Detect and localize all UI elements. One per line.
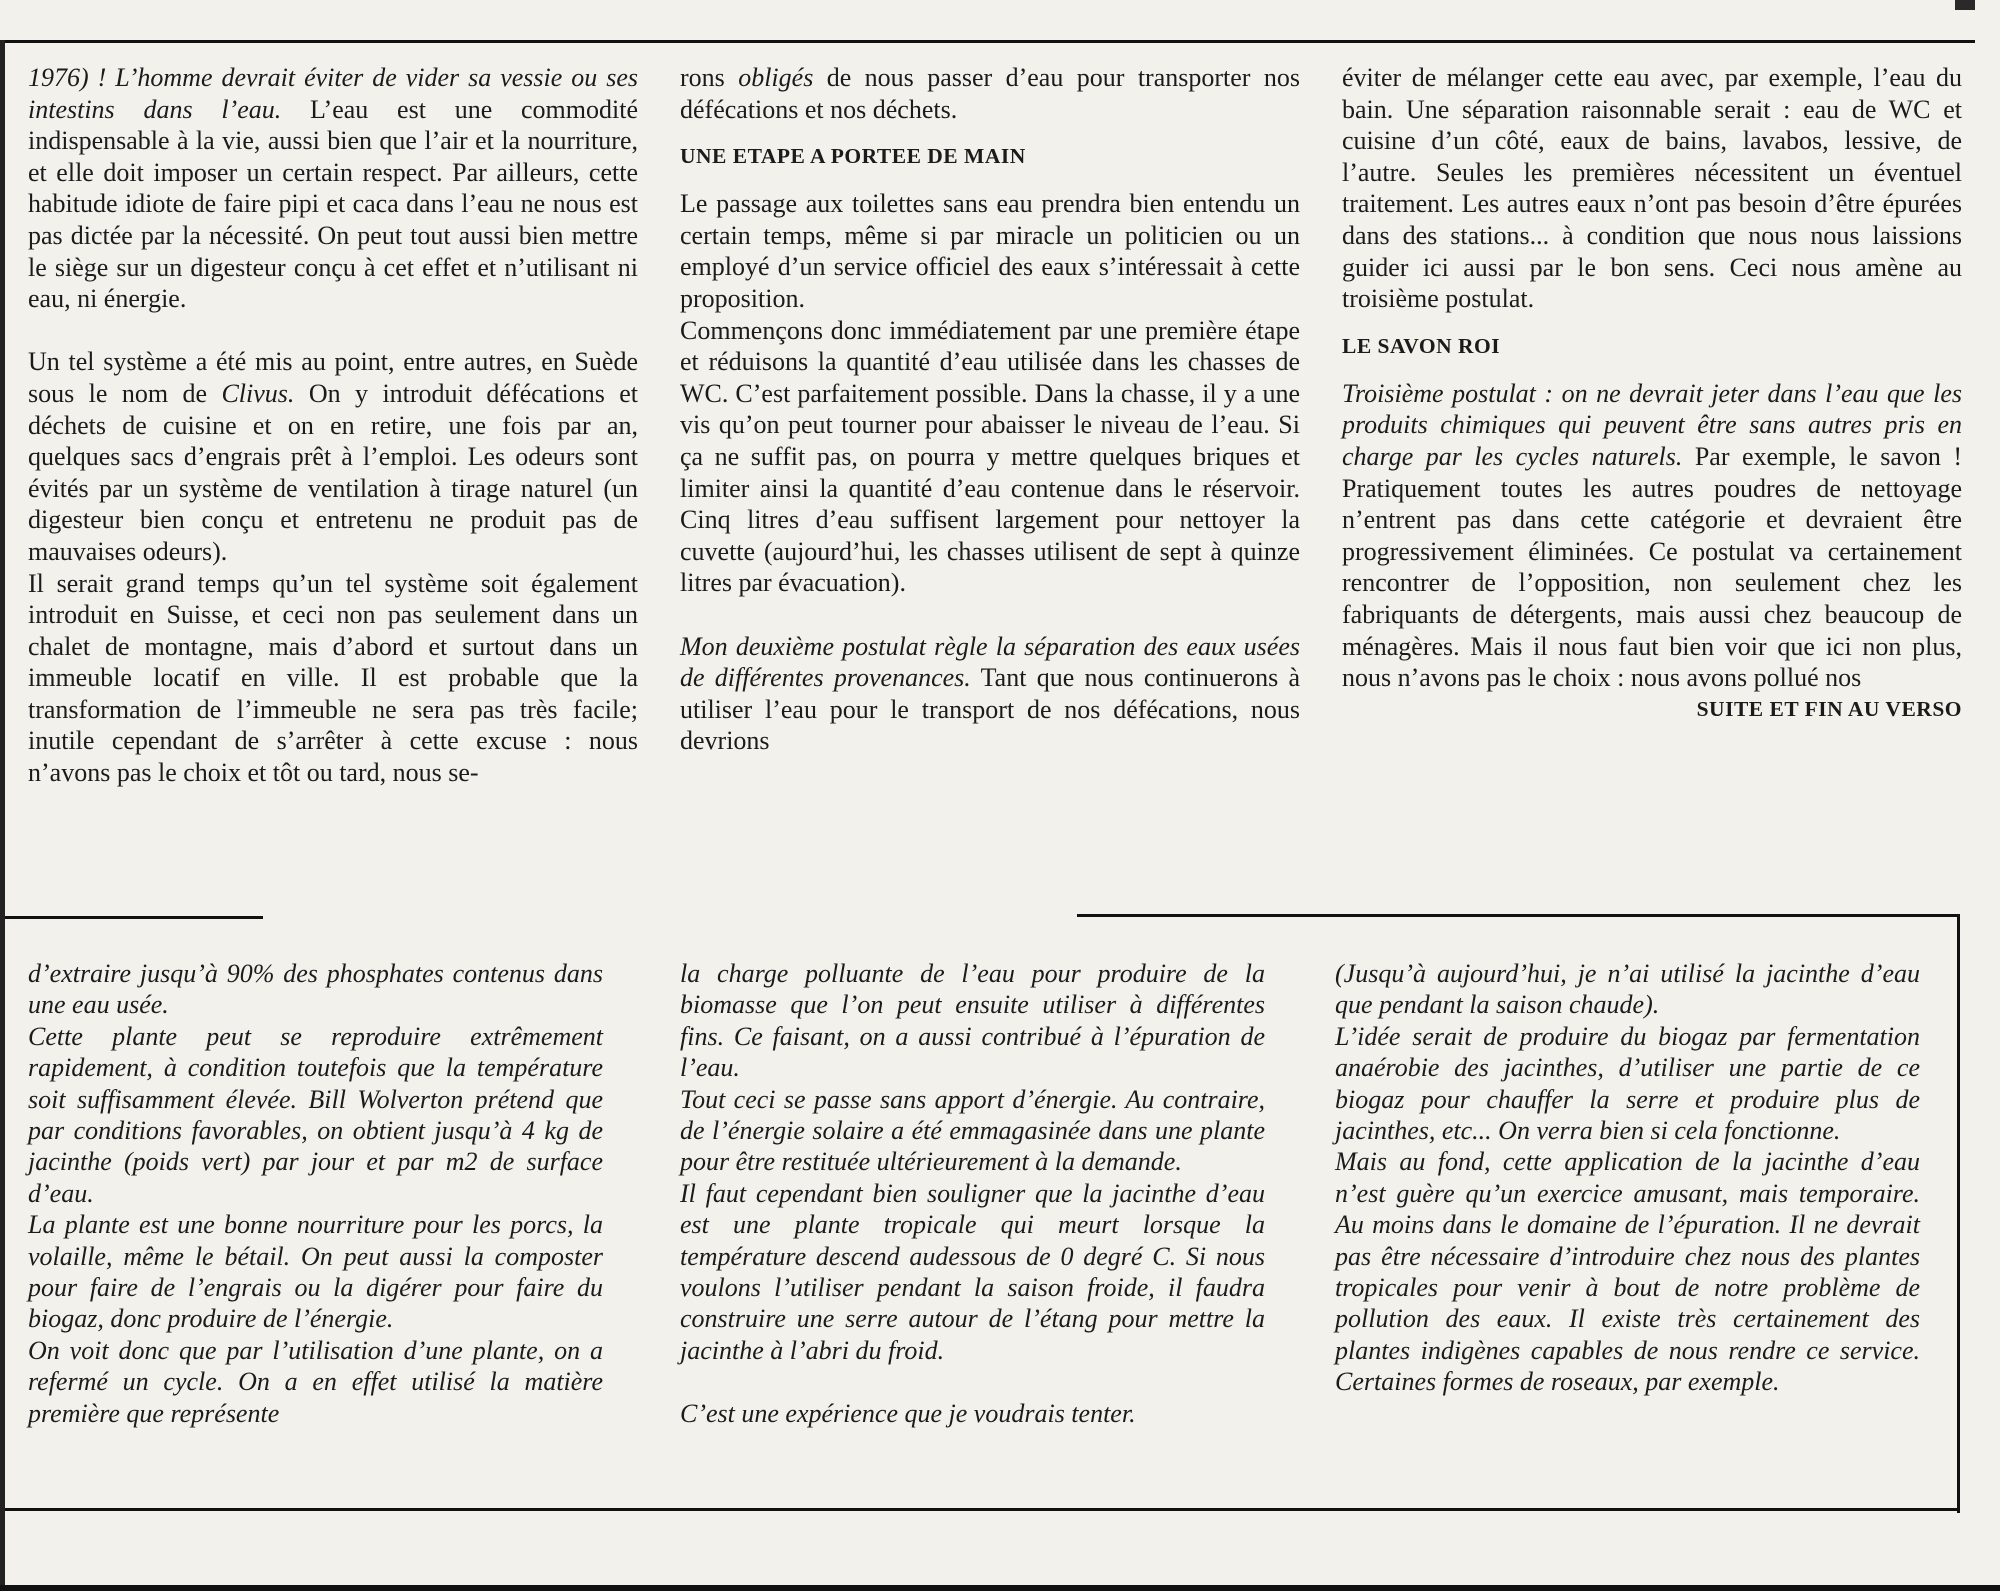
paragraph: [28, 62, 638, 315]
bottom-rule: [5, 1508, 1960, 1511]
paragraph: Mais au fond, cette application de la jacinthe d’eau n’est guère qu’un exercice amusant, mais temporaire. Au moins dans le domaine de l’épuration. Il ne devrait pas être nécessaire d’introduire chez nous des plantes tropicales pour venir à bout de notre problème de pollution des eaux. Il existe très certainement des plantes indigènes capables de nous rendre ce service. Certaines formes de roseaux, par exemple.: [1335, 1147, 1920, 1397]
section-heading: LE SAVON ROI: [1342, 333, 1501, 358]
section-heading: UNE ETAPE A PORTEE DE MAIN: [680, 144, 1026, 169]
paragraph: éviter de mélanger cette eau avec, par exemple, l’eau du bain. Une séparation raisonnable serait : eau de WC et cuisine d’un côté, eaux de bains, lavabos, lessive, de l’autre. Seules les premières nécessitent un éventuel traitement. Les autres eaux n’ont pas besoin d’être épurées dans des stations... à condition que nous nous laissions guider ici aussi par le bon sens. Ceci nous amène au troisième postulat.: [1342, 63, 1962, 314]
text: Par exemple, le savon ! Pratiquement toutes les autres poudres de nettoyage n’entrent pas dans cette catégorie et devraient être progressivement éliminées. Ce postulat va certainement rencontrer de l’opposition, non seulement chez les fabriquants de détergents, mais aussi chez beaucoup de ménagères. Mais il nous faut bien voir que ici non plus, nous n’avons pas le choix : nous avons pollué nos: [1342, 441, 1962, 693]
paragraph: Commençons donc immédiatement par une première étape et réduisons la quantité d’eau utilisée dans les chasses de WC. C’est parfaitement possible. Dans la chasse, il y a une vis qu’on peut tourner pour abaisser le niveau de l’eau. Si ça ne suffit pas, on pourra y mettre quelques briques et limiter ainsi la quantité d’eau contenue dans le réservoir. Cinq litres d’eau suffisent largement pour nettoyer la cuvette (aujourd’hui, les chasses utilisent de sept à quinze litres par évacuation).: [680, 315, 1300, 598]
paragraph: La plante est une bonne nourriture pour les porcs, la volaille, même le bétail. On peut aussi la composter pour faire de l’engrais ou la digérer pour faire du biogaz, donc produire de l’énergie.: [28, 1210, 603, 1334]
paragraph: [680, 631, 1300, 757]
left-margin-bar: [0, 40, 5, 1591]
italic-sentence: 1976) ! L’homme devrait éviter de vider sa vessie ou ses intestins dans l’eau.: [28, 63, 638, 124]
italic-sentence: Troisième postulat : on ne devrait jeter dans l’eau que les produits chimiques qui peuvent être sans autres pris en charge par les cycles naturels.: [1342, 378, 1962, 471]
text: de nous passer d’eau pour transporter nos défécations et nos déchets.: [680, 63, 1300, 124]
paragraph: On voit donc que par l’utilisation d’une plante, on a refermé un cycle. On a en effet utilisé la matière première que représente: [28, 1335, 603, 1428]
paragraph: Il faut cependant bien souligner que la jacinthe d’eau est une plante tropicale qui meurt lorsque la température descend audessous de 0 degré C. Si nous voulons l’utiliser pendant la saison froide, il faudra construire une serre autour de l’étang pour mettre la jacinthe à l’abri du froid.: [680, 1178, 1265, 1365]
paragraph: d’extraire jusqu’à 90% des phosphates contenus dans une eau usée.: [28, 959, 603, 1020]
paragraph: Cette plante peut se reproduire extrêmement rapidement, à condition toutefois que la température soit suffisamment élevée. Bill Wolverton prétend que par conditions favorables, on obtient jusqu’à 4 kg de jacinthe (poids vert) par jour et par m2 de surface d’eau.: [28, 1021, 603, 1208]
paragraph: Tout ceci se passe sans apport d’énergie. Au contraire, de l’énergie solaire a été emmagasinée dans une plante pour être restituée ultérieurement à la demande.: [680, 1084, 1265, 1177]
paragraph: [28, 346, 638, 567]
bottom-column-2: [680, 958, 1265, 1429]
continued-notice: SUITE ET FIN AU VERSO: [1696, 696, 1962, 721]
paragraph: C’est une expérience que je voudrais tenter.: [680, 1398, 1136, 1428]
top-column-3: [1342, 62, 1962, 725]
paragraph: la charge polluante de l’eau pour produire de la biomasse que l’on peut ensuite utiliser à différentes fins. Ce faisant, on a aussi contribué à l’épuration de l’eau.: [680, 959, 1265, 1083]
italic-sentence: Mon deuxième postulat règle la séparation des eaux usées de différentes provenances.: [680, 631, 1300, 693]
italic-term: obligés: [738, 63, 814, 92]
top-column-1: [28, 62, 638, 789]
text: L’eau est une commodité indispensable à la vie, aussi bien que l’air et la nourriture, et elle doit imposer un certain respect. Par ailleurs, cette habitude idiote de faire pipi et caca dans l’eau ne nous est pas dictée par la nécessité. On peut tout aussi bien mettre le siège sur un digesteur conçu à cet effet et n’utilisant ni eau, ni énergie.: [28, 94, 638, 314]
text: On y introduit défécations et déchets de cuisine et on en retire, une fois par an, quelques sacs d’engrais prêt à l’emploi. Les odeurs sont évités par un système de ventilation à tirage naturel (un digesteur bien conçu et entretenu ne produit pas de mauvaises odeurs).: [28, 378, 638, 566]
paragraph: Le passage aux toilettes sans eau prendra bien entendu un certain temps, même si par miracle un politicien ou un employé d’un service officiel des eaux s’intéressait à cette proposition.: [680, 189, 1300, 313]
divider-rule: [5, 916, 263, 919]
text: Tant que nous continuerons à utiliser l’eau pour le transport de nos défécations, nous devrions: [680, 663, 1300, 756]
paragraph: L’idée serait de produire du biogaz par fermentation anaérobie des jacinthes, d’utiliser une partie de ce biogaz pour chauffer la serre et produire plus de jacinthes, etc... On verra bien si cela fonctionne.: [1335, 1021, 1920, 1146]
paragraph: [680, 62, 1300, 125]
page-corner-mark: [1955, 0, 1975, 10]
top-column-2: [680, 62, 1300, 757]
paragraph: (Jusqu’à aujourd’hui, je n’ai utilisé la jacinthe d’eau que pendant la saison chaude).: [1335, 959, 1920, 1020]
paragraph: Il serait grand temps qu’un tel système soit également introduit en Suisse, et ceci non pas seulement dans un chalet de montagne, mais d’abord et surtout dans un immeuble locatif en ville. Il est probable que la transformation de l’immeuble ne sera pas très facile; inutile cependant de s’arrêter à cette excuse : nous n’avons pas le choix et tôt ou tard, nous se-: [28, 568, 638, 788]
bottom-column-3: [1335, 958, 1920, 1398]
top-rule: [0, 40, 1975, 43]
text: Un tel système a été mis au point, entre autres, en Suède sous le nom de: [28, 347, 638, 408]
text: rons: [680, 63, 739, 92]
bottom-column-1: [28, 958, 603, 1429]
paragraph: [1342, 378, 1962, 694]
italic-term: Clivus.: [221, 378, 295, 408]
page-bottom-edge: [0, 1585, 2000, 1591]
